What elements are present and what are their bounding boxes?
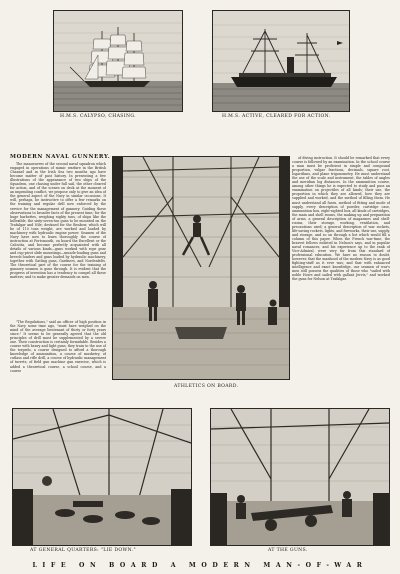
caption-at-the-guns: AT THE GUNS. <box>268 548 308 553</box>
caption-calypso: H.M.S. CALYPSO, CHASING. <box>60 114 136 119</box>
illustration-general-quarters <box>12 408 192 546</box>
article-text-mid: "The Regulations," said an officer of high position in the Navy some time ago, "must have weighed on the mind of the average lieutenant of thirty or forty years since." It seems to be generally agreed that the old principles of drill must be supplemented by a severe one. Their construction is certainly formidable. Besides a course with heavy and light guns, they train to the use of the torpedo, a course designed to afford a thorough knowledge of ammunition, a course of musketry, of cutlass and rifle drill, a course of hydraulic management of turrets, of field gun machine gun exercise, which is added a theoretical course, a school course, and a course <box>10 320 106 373</box>
caption-athletics: ATHLETICS ON BOARD. <box>174 384 239 389</box>
article-text-left: The manoeuvres of the second naval squadron which engaged in operations of mimic warfare in the British Channel and in the Irish Sea two months ago have become matter of past history. In presenting a few illustrations of the appearance of two ships of the Squadron, one chasing under full sail, the other cleared for action, and of the scenes on deck at the moment of an impending conflict, we propose only to give an idea of the general aspect of the Navy in similar occasions. It will, perhaps, be instructive to offer a few remarks on the training and regular drill now enforced by the service for the management of gunnery. Guiding these observations to broader facts of the present time; for the huge barbettes, weighing eighty tons, of ships like the Inflexible, the sixty-seven-ton guns to be mounted on the Trafalgar and Nile; destined for the Benbow, which will be of 110 tons weight, are worked and loaded by machinery with hydraulic engine power. Seamen of the Navy have now to learn thoroughly the course of instruction at Portsmouth, on board the Excellent or the Calcutta, and become perfectly acquainted with all details of various kinds—guns worked with rope gear and cup-pivot slide mountings—muzzle-loading guns and breech-loaders and guns loaded by hydraulic machinery, together with Gatling guns, Gardners, and Nordenfelts. The theoretical part of the course for the training of gunnery seamen is gone through. It is evident that the progress of invention has a tendency to compel all these matters; and to make greater demands on men. <box>10 162 106 280</box>
illustration-athletics <box>112 156 290 380</box>
article-column-mid <box>10 320 106 396</box>
article-column-right <box>292 156 390 398</box>
article-headline: MODERN NAVAL GUNNERY. <box>10 154 111 160</box>
caption-active: H.M.S. ACTIVE, CLEARED FOR ACTION. <box>222 114 331 119</box>
illustration-at-the-guns <box>210 408 390 546</box>
caption-general-quarters: AT GENERAL QUARTERS: "LIE DOWN." <box>30 548 136 553</box>
page-title: LIFE ON BOARD A MODERN MAN-OF-WAR <box>32 562 368 569</box>
article-text-right: of diving instruction. It should be remarked that every course is followed by an examination. In the school course a man must be proficient in simple and compound proportion, vulgar fractions, decimals, square root, logarithms, and plane trigonometry. He must understand the use of the scale and instrument, the tables of angles and meridian log distances. In the ammunition course, among other things he is expected to study and pass an examination on projectiles of all kinds; their use, the proportion in which they are allowed, how they are supplied and worked, and the method of filling them. He must understand all fuses, method of fitting and mode of supply, every description of powder, cartridge case, ammunition box, eight-sighted box, all kinds of cartridges, the main and shell rooms, the making up and preparation of arms, a general description of magazines and shell-rooms, their storage, working, ventilation, and precautions used; a general description of war rockets, life-saving rockets, lights, and fireworks, their use, supply, and storage, and so on through a list which would fill a column of this paper. When the French war-time, the bravest fellows enlisted in Nelson's says, and in popular naval romances, and his experience up to the rank of Vice-Admiral, were very far from this standard of professional education. We have no reason to doubt, however, that the manhood of the modern Navy is as good fighting-stuff as it ever was; and that with enhanced intelligence and exact knowledge, our seamen of war's men still possess the qualities of those who "sailed with noble Howe and sailed with gallant Jervis," and worked the guns for Nelson at Trafalgar. <box>292 156 390 282</box>
illustration-calypso-chasing <box>53 10 183 112</box>
illustration-active-cleared <box>212 10 350 112</box>
